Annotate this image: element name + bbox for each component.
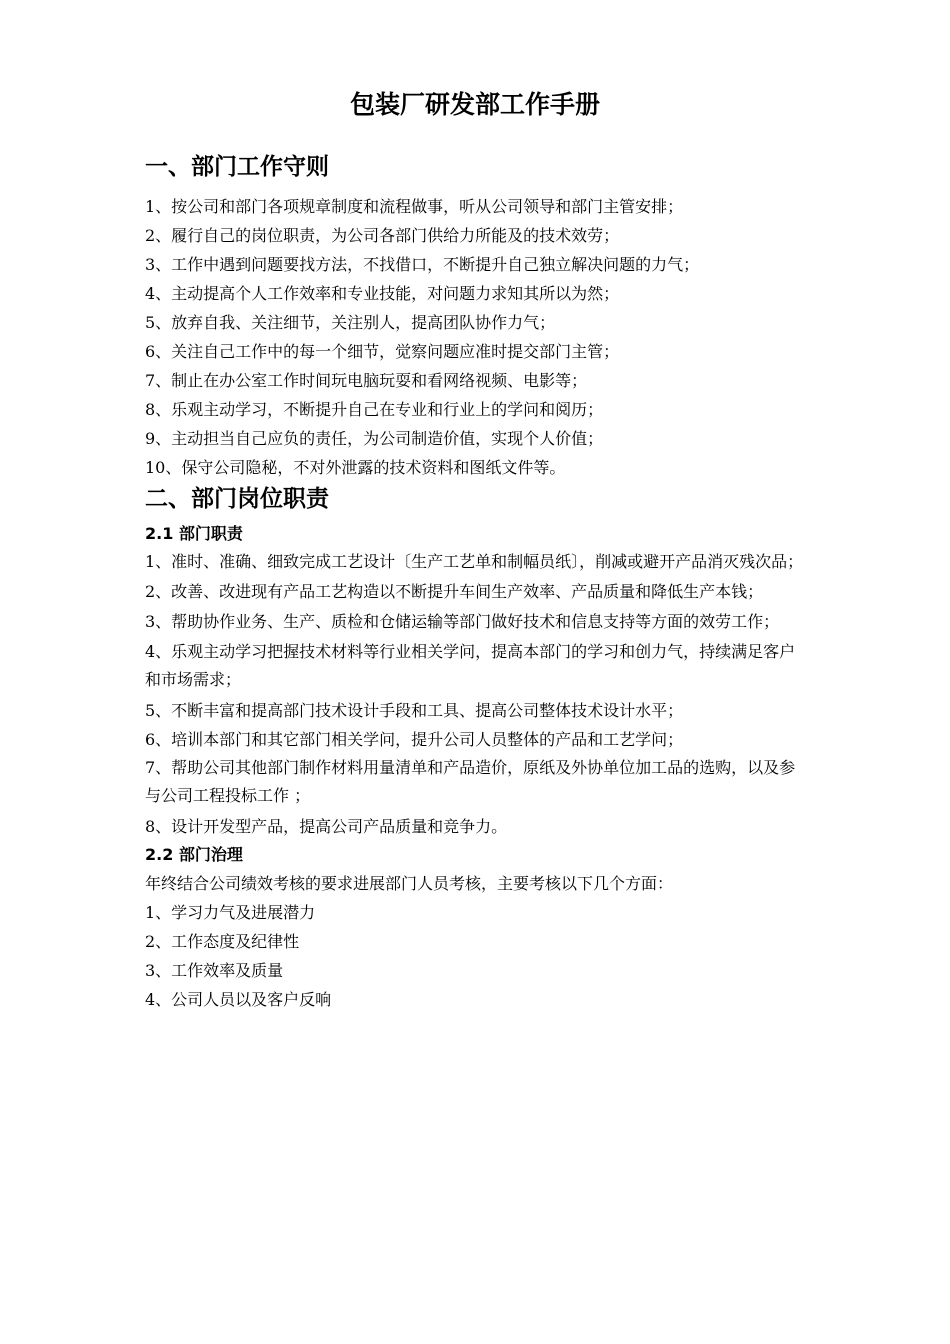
list-item: 4、主动提高个人工作效率和专业技能，对问题力求知其所以为然； [145,284,620,303]
list-item: 5、不断丰富和提高部门技术设计手段和工具、提高公司整体技术设计水平； [145,701,684,720]
list-item: 2、工作态度及纪律性 [145,932,300,951]
list-item: 4、公司人员以及客户反响 [145,990,332,1009]
list-item: 3、工作中遇到问题要找方法，不找借口，不断提升自己独立解决问题的力气； [145,255,700,274]
list-item: 3、帮助协作业务、生产、质检和仓储运输等部门做好技术和信息支持等方面的效劳工作； [145,612,780,631]
list-item: 7、制止在办公室工作时间玩电脑玩耍和看网络视频、电影等； [145,371,588,390]
list-item: 3、工作效率及质量 [145,961,284,980]
list-item: 1、准时、准确、细致完成工艺设计〔生产工艺单和制幅员纸〕，削减或避开产品消灭残次品； [145,552,804,571]
section-1-heading: 一、部门工作守则 [145,154,329,180]
section-2-heading: 二、部门岗位职责 [145,486,329,512]
list-item: 2、履行自己的岗位职责，为公司各部门供给力所能及的技术效劳； [145,226,620,245]
document-body [145,150,810,1014]
list-item: 4、乐观主动学习把握技术材料等行业相关学问，提高本部门的学习和创力气，持续满足客户和市场需求； [145,642,796,689]
document-title: 包装厂研发部工作手册 [349,90,600,119]
section-1-list [145,192,810,482]
list-item: 5、放弃自我、关注细节，关注别人，提高团队协作力气； [145,313,556,332]
list-item: 8、设计开发型产品，提高公司产品质量和竞争力。 [145,817,508,836]
subsection-2-2-heading: 2.2 部门治理 [145,845,243,864]
list-item: 7、帮助公司其他部门制作材料用量清单和产品造价，原纸及外协单位加工品的选购，以及参与公司工程投标工作 ； [145,758,796,805]
list-item: 6、培训本部门和其它部门相关学问，提升公司人员整体的产品和工艺学问； [145,730,684,749]
list-item: 6、关注自己工作中的每一个细节，觉察问题应准时提交部门主管； [145,342,620,361]
subsection-2-1-list [145,548,810,841]
list-item: 1、按公司和部门各项规章制度和流程做事，听从公司领导和部门主管安排； [145,197,684,216]
subsection-2-2-list [145,898,810,1014]
list-item: 2、改善、改进现有产品工艺构造以不断提升车间生产效率、产品质量和降低生产本钱； [145,582,764,601]
list-item: 9、主动担当自己应负的责任，为公司制造价值，实现个人价值； [145,429,604,448]
list-item: 8、乐观主动学习，不断提升自己在专业和行业上的学问和阅历； [145,400,604,419]
list-item: 10、保守公司隐秘，不对外泄露的技术资料和图纸文件等。 [145,458,566,477]
subsection-2-2-intro: 年终结合公司绩效考核的要求进展部门人员考核，主要考核以下几个方面： [145,874,674,893]
subsection-2-1-heading: 2.1 部门职责 [145,524,243,543]
list-item: 1、学习力气及进展潜力 [145,903,316,922]
